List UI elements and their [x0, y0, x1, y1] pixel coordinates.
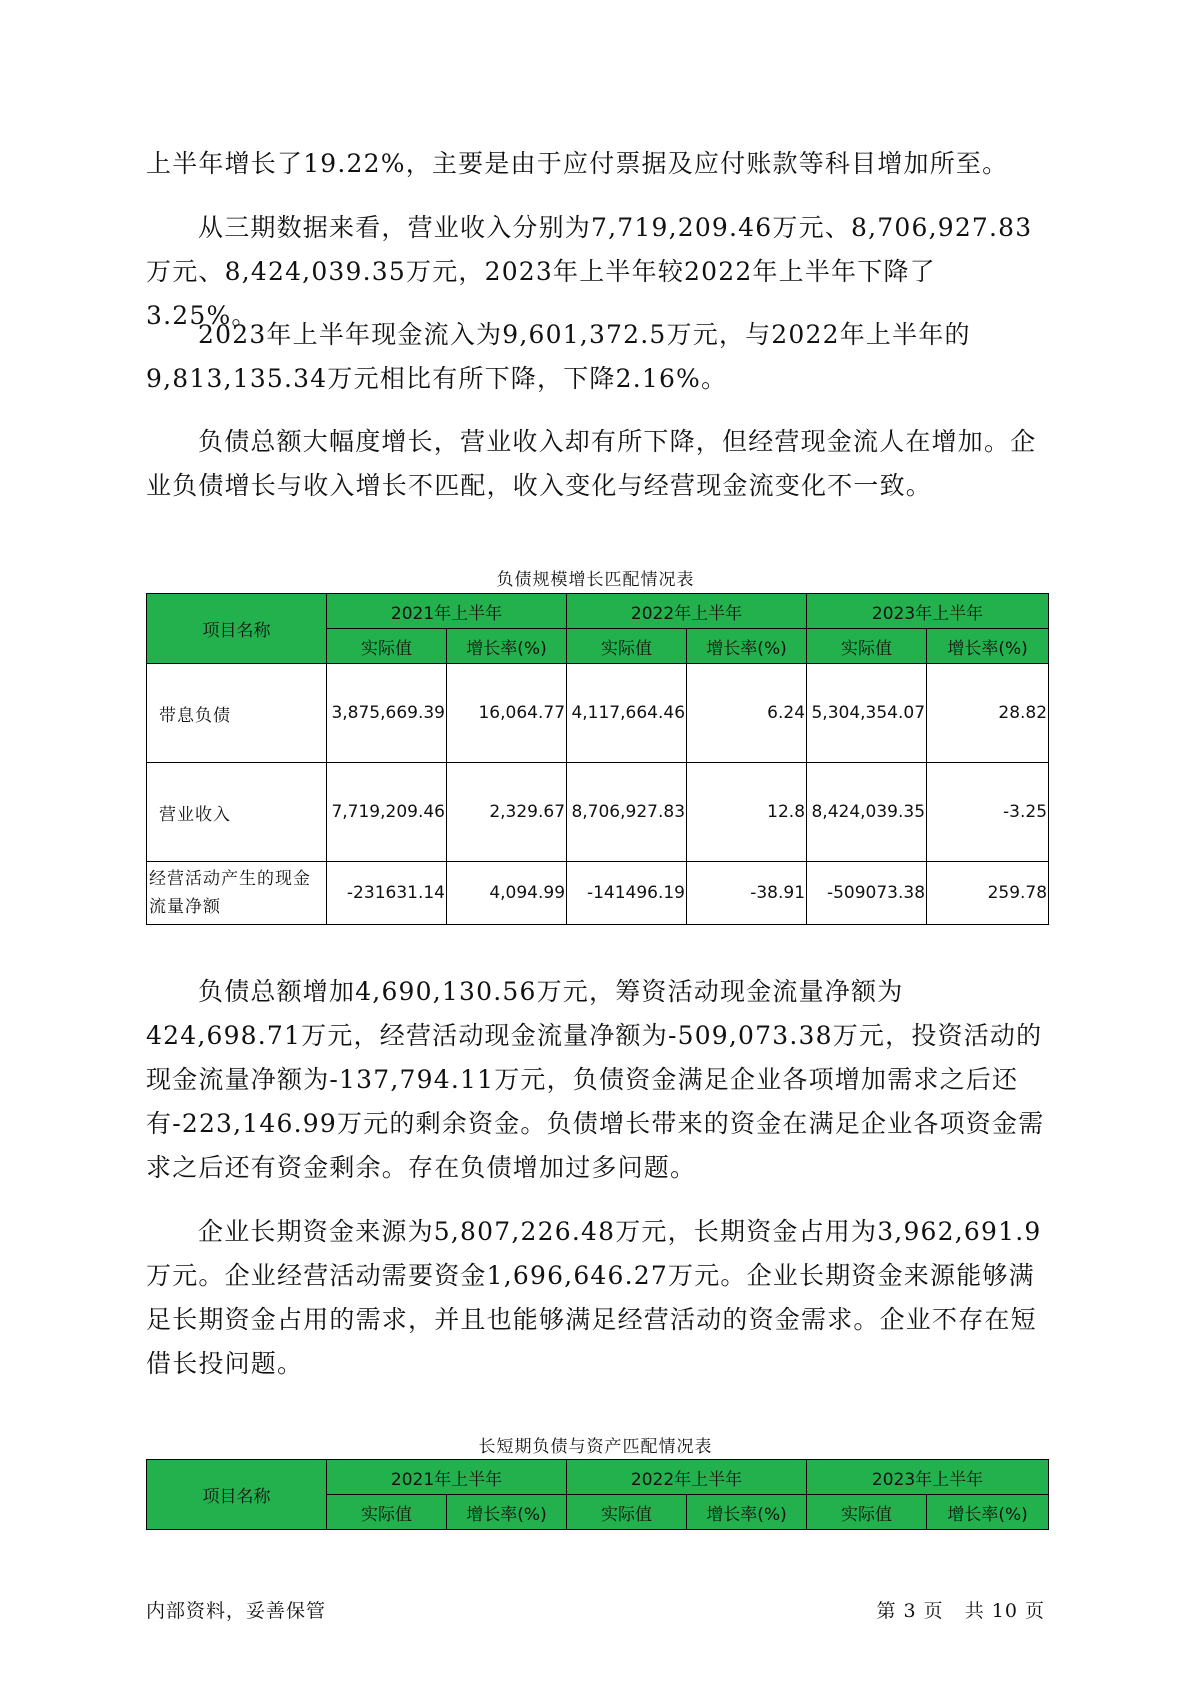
cell: 4,094.99	[447, 862, 567, 925]
paragraph-3: 2023年上半年现金流入为9,601,372.5万元，与2022年上半年的9,813,135.34万元相比有所下降，下降2.16%。	[146, 320, 971, 393]
table1-caption: 负债规模增长匹配情况表	[496, 570, 695, 590]
growth-header: 增长率(%)	[447, 1495, 567, 1530]
paragraph-5: 负债总额增加4,690,130.56万元，筹资活动现金流量净额为424,698.71万元，经营活动现金流量净额为-509,073.38万元，投资活动的现金流量净额为-137,794.11万元，负债资金满足企业各项增加需求之后还有-223,146.99万元的剩余资金。负债增长带来的资金在满足企业各项资金需求之后还有资金剩余。存在负债增加过多问题。	[146, 977, 1045, 1182]
period-header: 2021年上半年	[327, 1460, 567, 1495]
period-header: 2022年上半年	[567, 1460, 807, 1495]
debt-growth-table	[146, 593, 1049, 925]
name-header: 项目名称	[147, 1460, 327, 1530]
paragraph-4: 负债总额大幅度增长，营业收入却有所下降，但经营现金流人在增加。企业负债增长与收入增长不匹配，收入变化与经营现金流变化不一致。	[146, 427, 1037, 500]
footer-page-number: 第 3 页 共 10 页	[876, 1600, 1045, 1622]
cell: -3.25	[927, 763, 1049, 862]
row-name: 带息负债	[147, 664, 327, 763]
cell: 28.82	[927, 664, 1049, 763]
cell: 2,329.67	[447, 763, 567, 862]
period-header: 2021年上半年	[327, 594, 567, 629]
table2-caption: 长短期负债与资产匹配情况表	[478, 1437, 713, 1457]
cell: 3,875,669.39	[327, 664, 447, 763]
cell: 16,064.77	[447, 664, 567, 763]
paragraph-6: 企业长期资金来源为5,807,226.48万元，长期资金占用为3,962,691.9万元。企业经营活动需要资金1,696,646.27万元。企业长期资金来源能够满足长期资金占用的需求，并且也能够满足经营活动的资金需求。企业不存在短借长投问题。	[146, 1217, 1042, 1378]
cell: 6.24	[687, 664, 807, 763]
row-name: 营业收入	[147, 763, 327, 862]
period-header: 2023年上半年	[807, 594, 1049, 629]
name-header: 项目名称	[147, 594, 327, 664]
actual-header: 实际值	[567, 629, 687, 664]
maturity-match-table	[146, 1459, 1049, 1530]
table-row	[147, 862, 1049, 925]
cell: 8,424,039.35	[807, 763, 927, 862]
footer-left: 内部资料，妥善保管	[146, 1600, 327, 1622]
table-row	[147, 763, 1049, 862]
period-header: 2023年上半年	[807, 1460, 1049, 1495]
cell: 12.8	[687, 763, 807, 862]
paragraph-1: 上半年增长了19.22%，主要是由于应付票据及应付账款等科目增加所至。	[146, 149, 1009, 178]
actual-header: 实际值	[807, 1495, 927, 1530]
cell: -141496.19	[567, 862, 687, 925]
actual-header: 实际值	[807, 629, 927, 664]
actual-header: 实际值	[327, 1495, 447, 1530]
cell: 4,117,664.46	[567, 664, 687, 763]
paragraph-2: 从三期数据来看，营业收入分别为7,719,209.46万元、8,706,927.83万元、8,424,039.35万元，2023年上半年较2022年上半年下降了3.25%。	[146, 213, 1033, 330]
cell: 8,706,927.83	[567, 763, 687, 862]
period-header: 2022年上半年	[567, 594, 807, 629]
cell: -509073.38	[807, 862, 927, 925]
growth-header: 增长率(%)	[687, 629, 807, 664]
growth-header: 增长率(%)	[927, 629, 1049, 664]
cell: 7,719,209.46	[327, 763, 447, 862]
cell: 259.78	[927, 862, 1049, 925]
growth-header: 增长率(%)	[447, 629, 567, 664]
growth-header: 增长率(%)	[687, 1495, 807, 1530]
actual-header: 实际值	[567, 1495, 687, 1530]
cell: 5,304,354.07	[807, 664, 927, 763]
cell: -231631.14	[327, 862, 447, 925]
row-name: 经营活动产生的现金流量净额	[147, 862, 327, 925]
growth-header: 增长率(%)	[927, 1495, 1049, 1530]
table-row	[147, 664, 1049, 763]
actual-header: 实际值	[327, 629, 447, 664]
cell: -38.91	[687, 862, 807, 925]
